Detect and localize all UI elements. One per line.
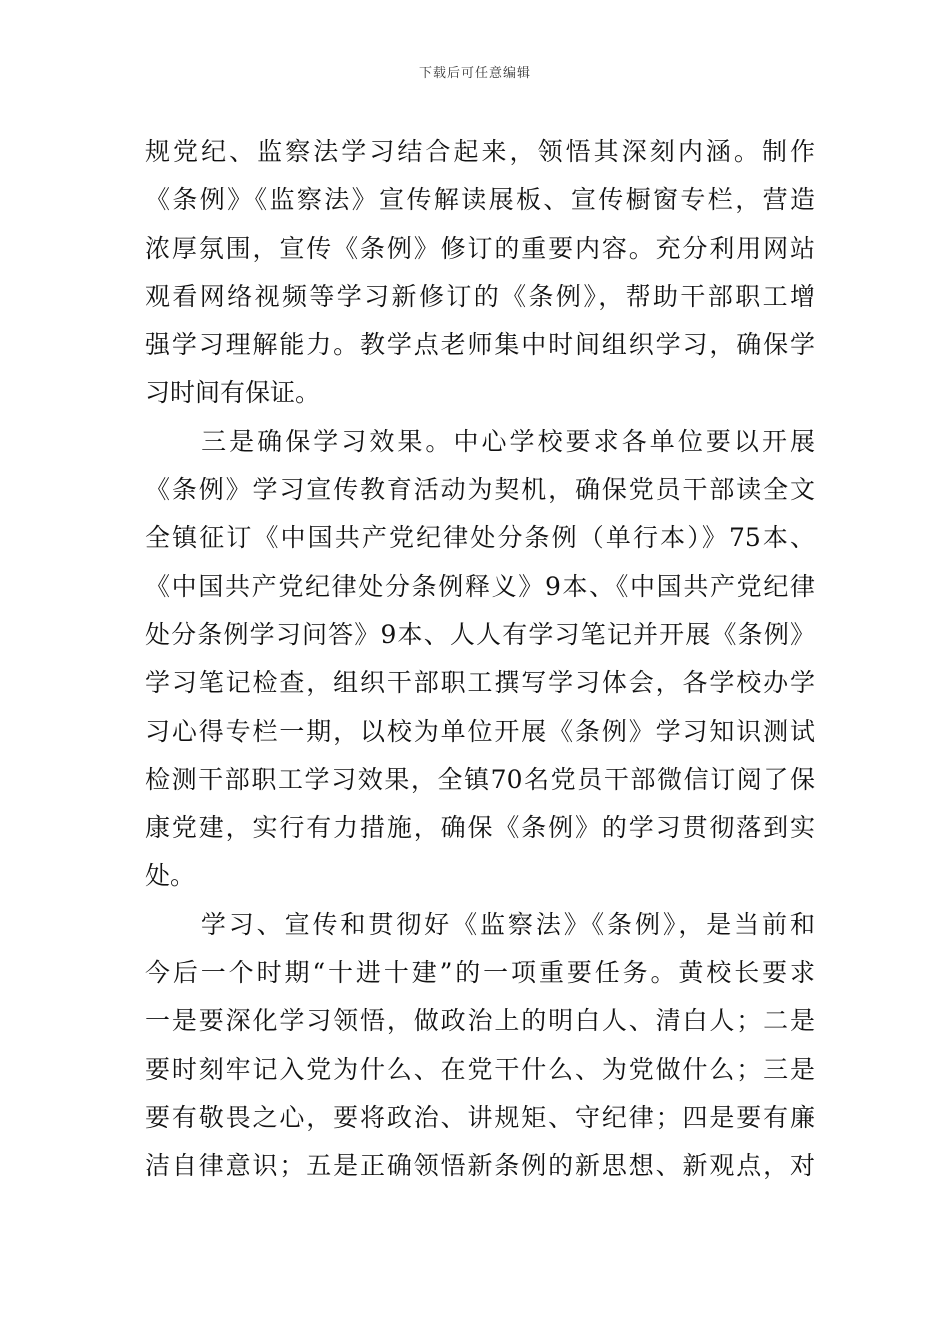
page-header: 下载后可任意编辑 bbox=[418, 66, 531, 81]
text-line: 规党纪、监察法学习结合起来，领悟其深刻内涵。制作 bbox=[145, 137, 815, 166]
text-line: 观看网络视频等学习新修订的《条例》，帮助干部职工增 bbox=[145, 281, 815, 311]
text-line: 强学习理解能力。教学点老师集中时间组织学习，确保学 bbox=[145, 330, 815, 360]
text-line: 《条例》学习宣传教育活动为契机，确保党员干部读全文 bbox=[145, 475, 815, 505]
text-line: 全镇征订《中国共产党纪律处分条例（单行本）》75本、 bbox=[145, 523, 815, 553]
text-line: 康党建，实行有力措施，确保《条例》的学习贯彻落到实 bbox=[145, 813, 815, 843]
text-line: 检测干部职工学习效果，全镇70名党员干部微信订阅了保 bbox=[145, 764, 815, 794]
text-line: 《中国共产党纪律处分条例释义》9本、《中国共产党纪律 bbox=[145, 571, 815, 601]
text-line: 洁自律意识；五是正确领悟新条例的新思想、新观点，对 bbox=[145, 1151, 815, 1181]
text-line: 一是要深化学习领悟，做政治上的明白人、清白人；二是 bbox=[145, 1006, 815, 1036]
text-line: 习心得专栏一期，以校为单位开展《条例》学习知识测试 bbox=[145, 716, 815, 746]
text-line: 要有敬畏之心，要将政治、讲规矩、守纪律；四是要有廉 bbox=[145, 1102, 815, 1132]
text-line: 习时间有保证。 bbox=[145, 378, 321, 408]
body-text bbox=[145, 128, 815, 1191]
text-line: 学习笔记检查，组织干部职工撰写学习体会，各学校办学 bbox=[145, 668, 815, 698]
text-line: 处。 bbox=[145, 861, 196, 891]
text-line: 浓厚氛围，宣传《条例》修订的重要内容。充分利用网站 bbox=[145, 233, 815, 263]
text-line: 《条例》《监察法》宣传解读展板、宣传橱窗专栏，营造 bbox=[145, 185, 815, 215]
text-line: 要时刻牢记入党为什么、在党干什么、为党做什么；三是 bbox=[145, 1054, 815, 1084]
text-line: 今后一个时期“十进十建”的一项重要任务。黄校长要求 bbox=[145, 958, 815, 988]
text-line: 处分条例学习问答》9本、人人有学习笔记并开展《条例》 bbox=[145, 619, 815, 649]
text-line: 学习、宣传和贯彻好《监察法》《条例》，是当前和 bbox=[145, 909, 815, 939]
text-line: 三是确保学习效果。中心学校要求各单位要以开展 bbox=[145, 426, 815, 456]
